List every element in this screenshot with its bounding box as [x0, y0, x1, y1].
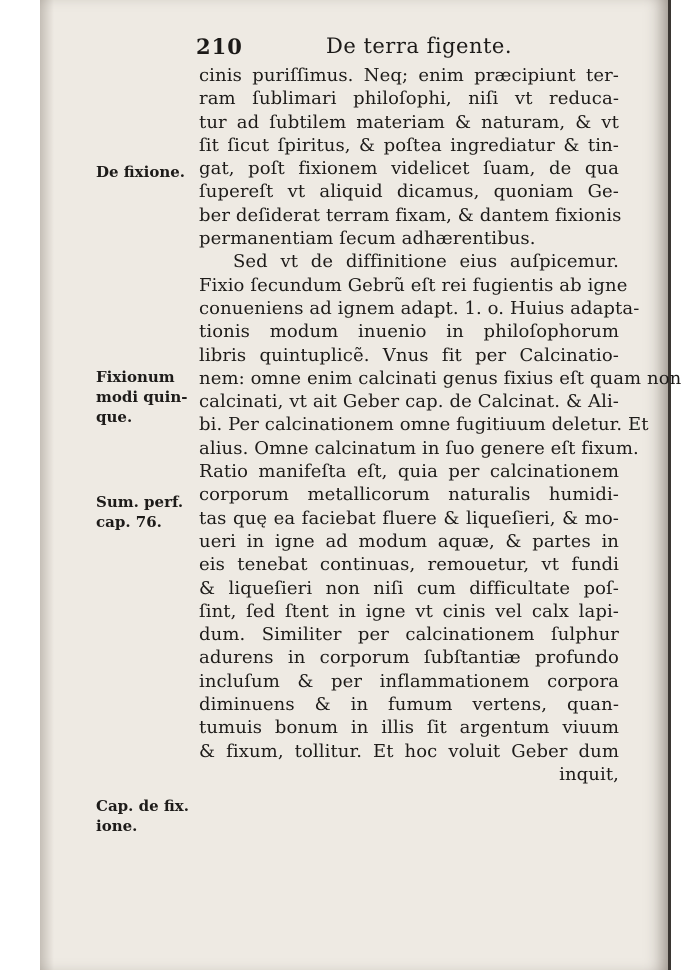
text-line: bi. Per calcinationem omne fugitiuum deletur. Et [199, 414, 649, 436]
text-line: tionis modum inuenio in philoſophorum [199, 321, 619, 343]
text-line: & liqueſieri non niſi cum difficultate poſ- [199, 577, 619, 599]
page-gutter-shadow [40, 0, 54, 970]
text-line: cinis puriſſimus. Neq; enim præcipiunt ter- [199, 65, 619, 86]
text-line: Ratio manifeſta eſt, quia per calcinationem [199, 461, 619, 483]
text-line: & fixum, tollitur. Et hoc voluit Geber dum [199, 740, 619, 762]
margin-note-line: Fixionum [96, 368, 175, 386]
text-line: tumuis bonum in illis ſit argentum viuum [199, 717, 619, 739]
text-line: ſupereſt vt aliquid dicamus, quoniam Ge- [199, 181, 619, 203]
text-line: corporum metallicorum naturalis humidi- [199, 484, 619, 506]
main-text-column [199, 64, 682, 786]
text-line: alius. Omne calcinatum in ſuo genere eſt fixum. [199, 437, 639, 459]
text-line: calcinati, vt ait Geber cap. de Calcinat. & Ali- [199, 391, 619, 413]
margin-note-line: que. [96, 408, 133, 426]
margin-note-line: Sum. perf. [96, 493, 184, 511]
margin-note-de-fixione [96, 162, 196, 182]
text-line: eis tenebat continuas, remouetur, vt fundi [199, 554, 619, 576]
text-line: ſint, ſed ſtent in igne vt cinis vel calx lapi- [199, 600, 619, 622]
paragraph-start-line: Sed vt de diffinitione eius auſpicemur. [233, 251, 619, 273]
text-line: gat, poſt fixionem videlicet ſuam, de qua [199, 158, 619, 180]
text-line: Fixio ſecundum Gebrũ eſt rei fugientis ab igne [199, 274, 628, 296]
margin-note-cap-de-fixione [96, 796, 196, 836]
margin-note-line: Cap. de fix. [96, 797, 189, 815]
margin-note-line: ione. [96, 817, 138, 835]
margin-note-summa-perfectionis [96, 492, 196, 532]
text-line: permanentiam ſecum adhærentibus. [199, 228, 536, 250]
text-line: tas quę ea faciebat fluere & liqueſieri, & mo- [199, 507, 619, 529]
margin-note-line: modi quin- [96, 388, 188, 406]
text-line: diminuens & in fumum vertens, quan- [199, 694, 619, 716]
text-line: incluſum & per inflammationem corpora [199, 670, 619, 692]
text-line: ram ſublimari philoſophi, niſi vt reduca- [199, 88, 619, 110]
running-title: De terra figente. [326, 34, 513, 58]
margin-note-line: De fixione. [96, 163, 185, 181]
text-line: conueniens ad ignem adapt. 1. o. Huius adapta- [199, 297, 640, 319]
page-number: 210 [196, 34, 243, 59]
margin-note-line: cap. 76. [96, 513, 162, 531]
page-header [196, 34, 616, 64]
text-line: ber deſiderat terram fixam, & dantem fixionis [199, 204, 622, 226]
text-line: ueri in igne ad modum aquæ, & partes in [199, 530, 619, 552]
text-line: adurens in corporum ſubſtantiæ profundo [199, 647, 619, 669]
text-line: dum. Similiter per calcinationem ſulphur [199, 624, 619, 646]
text-line: ſit ſicut ſpiritus, & poſtea ingrediatur & tin- [199, 134, 619, 156]
text-line: nem: omne enim calcinati genus fixius eſt quam non [199, 367, 682, 389]
text-line: tur ad ſubtilem materiam & naturam, & vt [199, 111, 619, 133]
margin-note-fixionum-modi [96, 367, 196, 427]
catchword-line: inquit, [559, 763, 619, 785]
text-line: libris quintuplicẽ. Vnus fit per Calcinatio- [199, 344, 619, 366]
